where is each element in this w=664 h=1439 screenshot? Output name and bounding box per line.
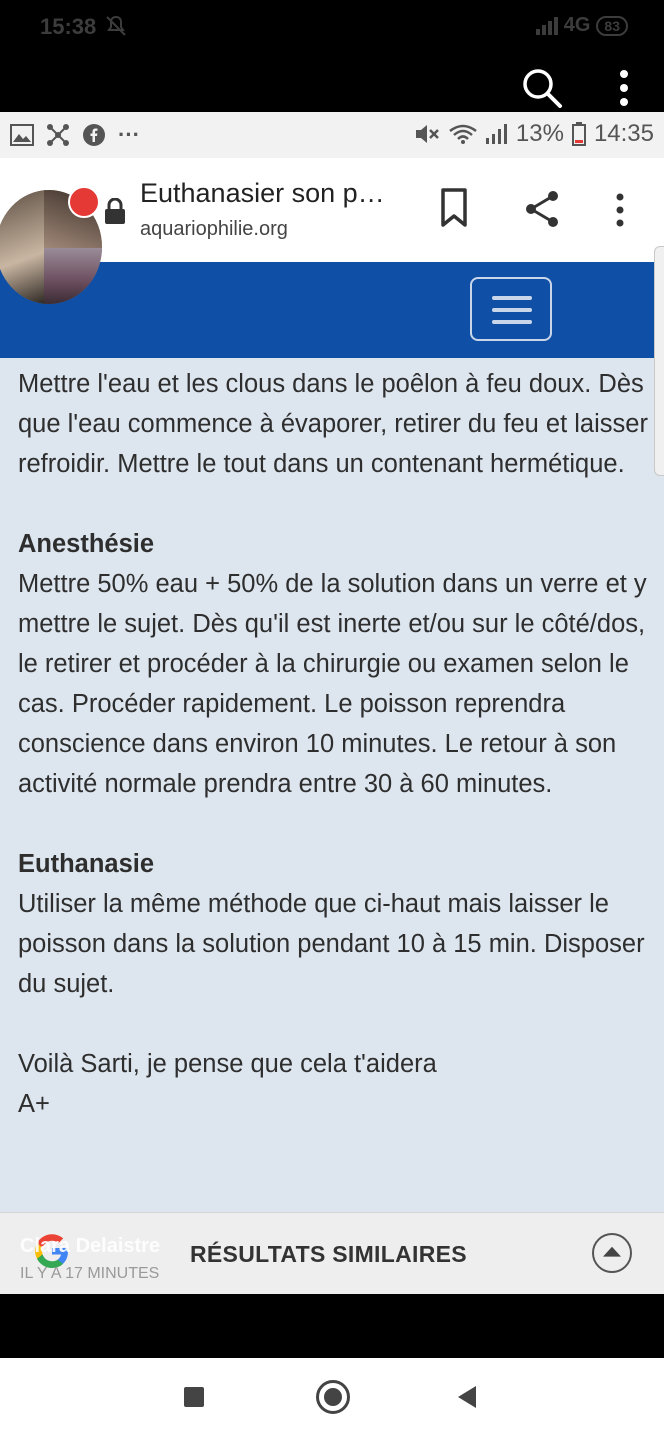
anesthesie-paragraph: Mettre 50% eau + 50% de la solution dans un verre et y mettre le sujet. Dès qu'il est inerte et/ou sur le côté/dos, le retirer et procéder à la chirurgie ou examen selon le cas. Procéder rapidement. Le poisson reprendra conscience dans environ 10 minutes. Le retour à son activité normale prendra entre 30 à 60 minutes.: [18, 570, 647, 798]
outer-battery: 83: [596, 16, 628, 36]
image-icon: [10, 124, 34, 146]
home-icon[interactable]: [316, 1380, 350, 1414]
page-title[interactable]: Euthanasier son p…: [140, 178, 385, 208]
notification-icons: [10, 122, 140, 148]
battery-percent: 13%: [515, 120, 564, 147]
intro-paragraph: Mettre l'eau et les clous dans le poêlon à feu doux. Dès que l'eau commence à évaporer, retirer du feu et laisser refroidir. Mettre le tout dans un contenant hermétique.: [18, 370, 648, 478]
inner-status-right: [414, 120, 654, 148]
anesthesie-heading: Anesthésie: [18, 530, 155, 558]
network-hub-icon: [46, 123, 70, 147]
similar-results-banner[interactable]: [0, 1212, 664, 1294]
article-body: [18, 364, 648, 1124]
closing-line: Voilà Sarti, je pense que cela t'aidera: [18, 1050, 437, 1078]
status-clock: 14:35: [593, 120, 654, 147]
viewer-toolbar: [0, 56, 664, 112]
inner-status-bar: [0, 112, 664, 158]
signal-icon: [536, 17, 558, 35]
signoff-line: A+: [18, 1090, 50, 1118]
hamburger-menu-button[interactable]: [470, 277, 552, 341]
wifi-icon: [448, 123, 478, 145]
lock-icon: [104, 198, 126, 224]
share-icon[interactable]: [524, 190, 560, 228]
chat-head-badge: [68, 186, 100, 218]
network-type: 4G: [563, 14, 591, 36]
search-icon[interactable]: [520, 66, 564, 110]
scrollbar[interactable]: [654, 246, 664, 476]
outer-status-right: [536, 14, 628, 37]
expand-up-icon[interactable]: [592, 1233, 632, 1273]
outer-clock: 15:38: [40, 14, 97, 39]
more-notifications: ···: [118, 122, 140, 147]
euthanasie-paragraph: Utiliser la même méthode que ci-haut mais laisser le poisson dans la solution pendant 10 à 15 min. Disposer du sujet.: [18, 890, 645, 998]
battery-icon: [572, 122, 586, 146]
facebook-icon: [82, 123, 106, 147]
vibrate-mute-icon: [414, 123, 440, 145]
cell-signal-icon: [486, 124, 508, 144]
browser-menu-icon[interactable]: [612, 192, 628, 228]
euthanasie-heading: Euthanasie: [18, 850, 155, 878]
notifications-off-icon: [104, 14, 128, 38]
outer-status-bar: [0, 0, 664, 56]
back-icon[interactable]: [458, 1386, 476, 1408]
similar-results-label[interactable]: RÉSULTATS SIMILAIRES: [190, 1241, 467, 1267]
more-vertical-icon[interactable]: [612, 68, 636, 108]
bookmark-icon[interactable]: [440, 188, 468, 228]
notification-sender: Clara Delaistre: [20, 1235, 161, 1257]
page-url[interactable]: aquariophilie.org: [140, 218, 288, 240]
recent-apps-icon[interactable]: [184, 1387, 204, 1407]
notification-time: IL Y A 17 MINUTES: [20, 1265, 160, 1282]
